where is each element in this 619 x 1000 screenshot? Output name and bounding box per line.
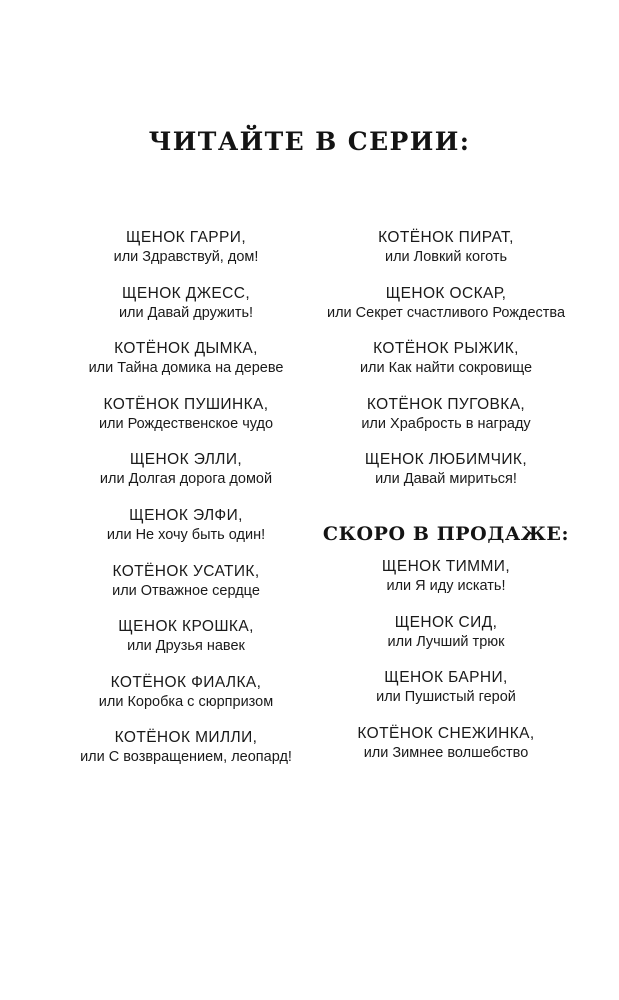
book-entry [296, 724, 596, 780]
book-subtitle: или Не хочу быть один! [106, 526, 266, 543]
book-title: КОТЁНОК ДЫМКА, [114, 340, 258, 358]
book-title: КОТЁНОК ПИРАТ, [378, 229, 514, 246]
book-subtitle: или Пушистый герой [376, 689, 516, 706]
book-entry [296, 395, 596, 451]
book-entry [296, 557, 596, 613]
book-entry [296, 228, 596, 284]
book-subtitle: или С возвращением, леопард! [80, 749, 292, 766]
book-title: ЩЕНОК ЛЮБИМЧИК, [364, 451, 528, 469]
book-title: КОТЁНОК СНЕЖИНКА, [357, 724, 535, 742]
book-entry [36, 728, 336, 784]
book-entry [36, 562, 336, 618]
book-subtitle: или Тайна домика на дереве [88, 360, 284, 377]
book-subtitle: или Давай мириться! [375, 471, 517, 488]
book-title: ЩЕНОК ЭЛЛИ, [129, 451, 243, 469]
book-title: ЩЕНОК КРОШКА, [118, 618, 254, 636]
book-entry [36, 450, 336, 506]
book-title: КОТЁНОК ПУШИНКА, [103, 395, 269, 413]
book-entry [36, 284, 336, 340]
book-title: ЩЕНОК ОСКАР, [385, 284, 507, 302]
book-entry [296, 668, 596, 724]
book-title: ЩЕНОК ГАРРИ, [125, 229, 247, 246]
book-subtitle: или Зимнее волшебство [363, 744, 529, 761]
book-subtitle: или Долгая дорога домой [99, 471, 273, 488]
book-subtitle: или Давай дружить! [118, 304, 254, 321]
book-subtitle: или Ловкий коготь [384, 249, 508, 265]
book-title: ЩЕНОК ТИММИ, [381, 557, 511, 575]
book-entry [296, 339, 596, 395]
book-title: ЩЕНОК ДЖЕСС, [121, 284, 251, 302]
book-subtitle: или Как найти сокровище [359, 360, 533, 377]
book-title: КОТЁНОК ПУГОВКА, [366, 395, 526, 413]
book-subtitle: или Здравствуй, дом! [113, 249, 259, 265]
book-subtitle: или Я иду искать! [386, 577, 506, 594]
book-entry [36, 673, 336, 729]
right-book-list [296, 228, 596, 779]
book-entry [36, 506, 336, 562]
book-subtitle: или Друзья навек [127, 638, 245, 655]
book-entry [296, 284, 596, 340]
book-title: КОТЁНОК РЫЖИК, [373, 340, 519, 358]
book-subtitle: или Храбрость в награду [361, 415, 531, 432]
book-entry [36, 617, 336, 673]
book-entry [296, 450, 596, 506]
page-heading: ЧИТАЙТЕ В СЕРИИ: [148, 127, 471, 156]
book-subtitle: или Коробка с сюрпризом [98, 693, 274, 710]
coming-soon-heading: СКОРО В ПРОДАЖЕ: [322, 522, 570, 545]
book-title: ЩЕНОК СИД, [394, 613, 498, 631]
book-subtitle: или Секрет счастливого Рождества [326, 304, 566, 321]
book-subtitle: или Рождественское чудо [98, 415, 274, 432]
book-entry [296, 613, 596, 669]
book-title: ЩЕНОК БАРНИ, [384, 669, 508, 687]
book-subtitle: или Отважное сердце [112, 582, 260, 599]
book-entry [36, 395, 336, 451]
left-book-list [36, 228, 336, 784]
book-title: КОТЁНОК УСАТИК, [112, 562, 260, 580]
book-title: ЩЕНОК ЭЛФИ, [129, 506, 243, 524]
book-entry [36, 228, 336, 284]
book-title: КОТЁНОК МИЛЛИ, [114, 729, 258, 747]
book-subtitle: или Лучший трюк [387, 633, 505, 650]
book-title: КОТЁНОК ФИАЛКА, [110, 673, 262, 691]
book-entry [36, 339, 336, 395]
